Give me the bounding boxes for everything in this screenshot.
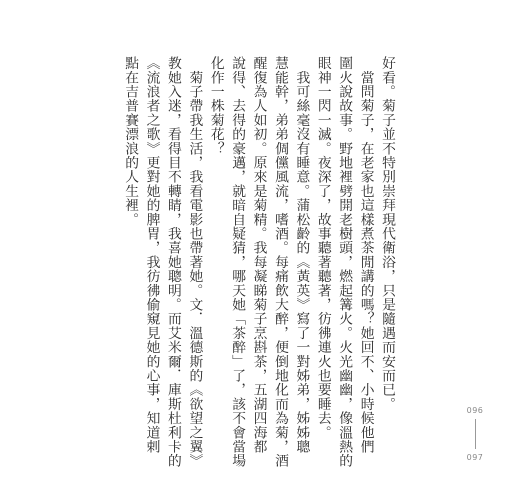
text-column: 教她入迷，看得目不轉睛，我喜她聰明。而艾米爾．庫斯杜利卡的 (164, 56, 181, 468)
text-column: 好看。菊子並不特別崇拜現代衛浴，只是隨遇而安而已。 (379, 56, 395, 411)
text-column: 慧能幹，弟弟倜儻風流，嗜酒。每痛飲大醉，便倒地化而為菊，酒 (271, 56, 288, 468)
text-column: 點在吉普賽漂浪的人生裡。 (122, 56, 139, 227)
text-column: 圍火說故事。野地裡劈開老樹頭，燃起篝火。火光幽幽，像溫熱的 (336, 56, 353, 468)
text-column: 說得、去得的豪邁，就暗自疑猜，哪天她「茶醉」了，該不會當場 (229, 56, 246, 468)
folio-divider (475, 419, 476, 449)
vertical-text-block (119, 56, 397, 468)
text-column: 眼神一閃一滅。夜深了，故事聽著聽著，彷彿連火也要睡去。 (314, 56, 331, 440)
page-number-folio (461, 406, 489, 462)
text-column: 醒復為人如初。原來是菊精。我每凝睇菊子烹斟茶，五湖四海都 (250, 56, 267, 454)
page-number-left: 096 (466, 406, 484, 415)
text-column: 化作一株菊花？ (207, 56, 224, 156)
page-number-right: 097 (466, 453, 484, 462)
text-column: 菊子帶我生活，我看電影也帶著她。文．溫德斯的《欲望之翼》 (186, 56, 203, 468)
text-column: 當問菊子，在老家也這樣煮茶閒講的嗎？她回不、小時候他們 (357, 56, 374, 454)
text-column: 《流浪者之歌》更對她的脾胃，我彷彿偷窺見她的心事，知道剌 (143, 56, 160, 454)
text-column: 我可絲毫沒有睡意。蒲松齡的《黃英》寫了一對姊弟，姊姊聰 (293, 56, 310, 454)
